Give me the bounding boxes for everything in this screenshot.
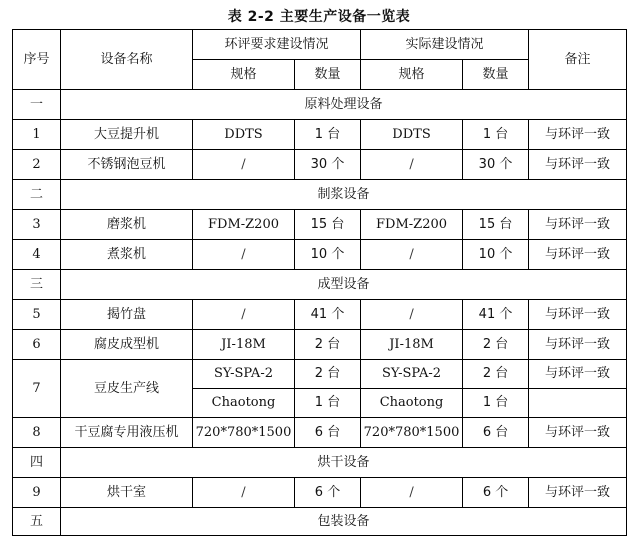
act-qty: 2 台 bbox=[463, 360, 529, 389]
act-qty: 15 台 bbox=[463, 210, 529, 240]
env-spec: FDM-Z200 bbox=[193, 210, 295, 240]
env-spec: / bbox=[193, 300, 295, 330]
section-row bbox=[13, 180, 627, 210]
act-spec: 720*780*1500 bbox=[361, 418, 463, 448]
row-number: 9 bbox=[13, 478, 61, 508]
act-spec: / bbox=[361, 150, 463, 180]
row-number: 4 bbox=[13, 240, 61, 270]
header-env-group: 环评要求建设情况 bbox=[193, 30, 361, 60]
equipment-name: 大豆提升机 bbox=[61, 120, 193, 150]
remark: 与环评一致 bbox=[529, 120, 627, 150]
act-qty: 10 个 bbox=[463, 240, 529, 270]
section-row bbox=[13, 90, 627, 120]
act-spec: FDM-Z200 bbox=[361, 210, 463, 240]
env-qty: 6 个 bbox=[295, 478, 361, 508]
table-row bbox=[13, 418, 627, 448]
act-qty: 30 个 bbox=[463, 150, 529, 180]
section-number: 三 bbox=[13, 270, 61, 300]
act-spec: / bbox=[361, 300, 463, 330]
act-qty: 6 台 bbox=[463, 418, 529, 448]
act-qty: 1 台 bbox=[463, 120, 529, 150]
act-qty: 1 台 bbox=[463, 389, 529, 418]
act-spec: DDTS bbox=[361, 120, 463, 150]
section-number: 四 bbox=[13, 448, 61, 478]
table-row bbox=[13, 330, 627, 360]
equipment-name: 煮浆机 bbox=[61, 240, 193, 270]
env-spec: Chaotong bbox=[193, 389, 295, 418]
section-title: 成型设备 bbox=[61, 270, 627, 300]
header-name: 设备名称 bbox=[61, 30, 193, 90]
act-spec: JI-18M bbox=[361, 330, 463, 360]
row-number: 7 bbox=[13, 360, 61, 418]
act-spec: Chaotong bbox=[361, 389, 463, 418]
table-row bbox=[13, 360, 627, 389]
act-qty: 41 个 bbox=[463, 300, 529, 330]
header-env-qty: 数量 bbox=[295, 60, 361, 90]
env-qty: 41 个 bbox=[295, 300, 361, 330]
table-row bbox=[13, 150, 627, 180]
header-seq: 序号 bbox=[13, 30, 61, 90]
env-qty: 30 个 bbox=[295, 150, 361, 180]
table-row bbox=[13, 210, 627, 240]
env-spec: / bbox=[193, 478, 295, 508]
header-env-spec: 规格 bbox=[193, 60, 295, 90]
section-title: 包装设备 bbox=[61, 508, 627, 536]
remark: 与环评一致 bbox=[529, 360, 627, 389]
env-qty: 6 台 bbox=[295, 418, 361, 448]
section-title: 原料处理设备 bbox=[61, 90, 627, 120]
section-title: 制浆设备 bbox=[61, 180, 627, 210]
equipment-table bbox=[12, 29, 627, 536]
remark: 与环评一致 bbox=[529, 418, 627, 448]
env-qty: 2 台 bbox=[295, 360, 361, 389]
env-spec: 720*780*1500 bbox=[193, 418, 295, 448]
section-row bbox=[13, 270, 627, 300]
equipment-name: 不锈钢泡豆机 bbox=[61, 150, 193, 180]
table-row bbox=[13, 120, 627, 150]
remark: 与环评一致 bbox=[529, 478, 627, 508]
table-row bbox=[13, 300, 627, 330]
env-qty: 10 个 bbox=[295, 240, 361, 270]
remark: 与环评一致 bbox=[529, 330, 627, 360]
section-number: 二 bbox=[13, 180, 61, 210]
section-number: 五 bbox=[13, 508, 61, 536]
env-spec: / bbox=[193, 240, 295, 270]
row-number: 8 bbox=[13, 418, 61, 448]
header-act-spec: 规格 bbox=[361, 60, 463, 90]
section-number: 一 bbox=[13, 90, 61, 120]
env-spec: SY-SPA-2 bbox=[193, 360, 295, 389]
env-qty: 1 台 bbox=[295, 389, 361, 418]
row-number: 3 bbox=[13, 210, 61, 240]
remark: 与环评一致 bbox=[529, 240, 627, 270]
equipment-name: 烘干室 bbox=[61, 478, 193, 508]
row-number: 5 bbox=[13, 300, 61, 330]
equipment-name: 揭竹盘 bbox=[61, 300, 193, 330]
env-qty: 2 台 bbox=[295, 330, 361, 360]
equipment-name: 干豆腐专用液压机 bbox=[61, 418, 193, 448]
header-remark: 备注 bbox=[529, 30, 627, 90]
table-row bbox=[13, 478, 627, 508]
table-title: 表 2-2 主要生产设备一览表 bbox=[227, 9, 411, 25]
remark: 与环评一致 bbox=[529, 300, 627, 330]
remark: 与环评一致 bbox=[529, 150, 627, 180]
remark bbox=[529, 389, 627, 418]
row-number: 6 bbox=[13, 330, 61, 360]
env-spec: DDTS bbox=[193, 120, 295, 150]
env-spec: JI-18M bbox=[193, 330, 295, 360]
act-spec: / bbox=[361, 240, 463, 270]
env-qty: 1 台 bbox=[295, 120, 361, 150]
remark: 与环评一致 bbox=[529, 210, 627, 240]
env-qty: 15 台 bbox=[295, 210, 361, 240]
section-title: 烘干设备 bbox=[61, 448, 627, 478]
header-actual-group: 实际建设情况 bbox=[361, 30, 529, 60]
row-number: 2 bbox=[13, 150, 61, 180]
table-row bbox=[13, 240, 627, 270]
equipment-name: 腐皮成型机 bbox=[61, 330, 193, 360]
env-spec: / bbox=[193, 150, 295, 180]
section-row bbox=[13, 448, 627, 478]
act-spec: SY-SPA-2 bbox=[361, 360, 463, 389]
header-act-qty: 数量 bbox=[463, 60, 529, 90]
act-qty: 6 个 bbox=[463, 478, 529, 508]
act-spec: / bbox=[361, 478, 463, 508]
row-number: 1 bbox=[13, 120, 61, 150]
equipment-name: 豆皮生产线 bbox=[61, 360, 193, 418]
equipment-name: 磨浆机 bbox=[61, 210, 193, 240]
act-qty: 2 台 bbox=[463, 330, 529, 360]
section-row bbox=[13, 508, 627, 536]
